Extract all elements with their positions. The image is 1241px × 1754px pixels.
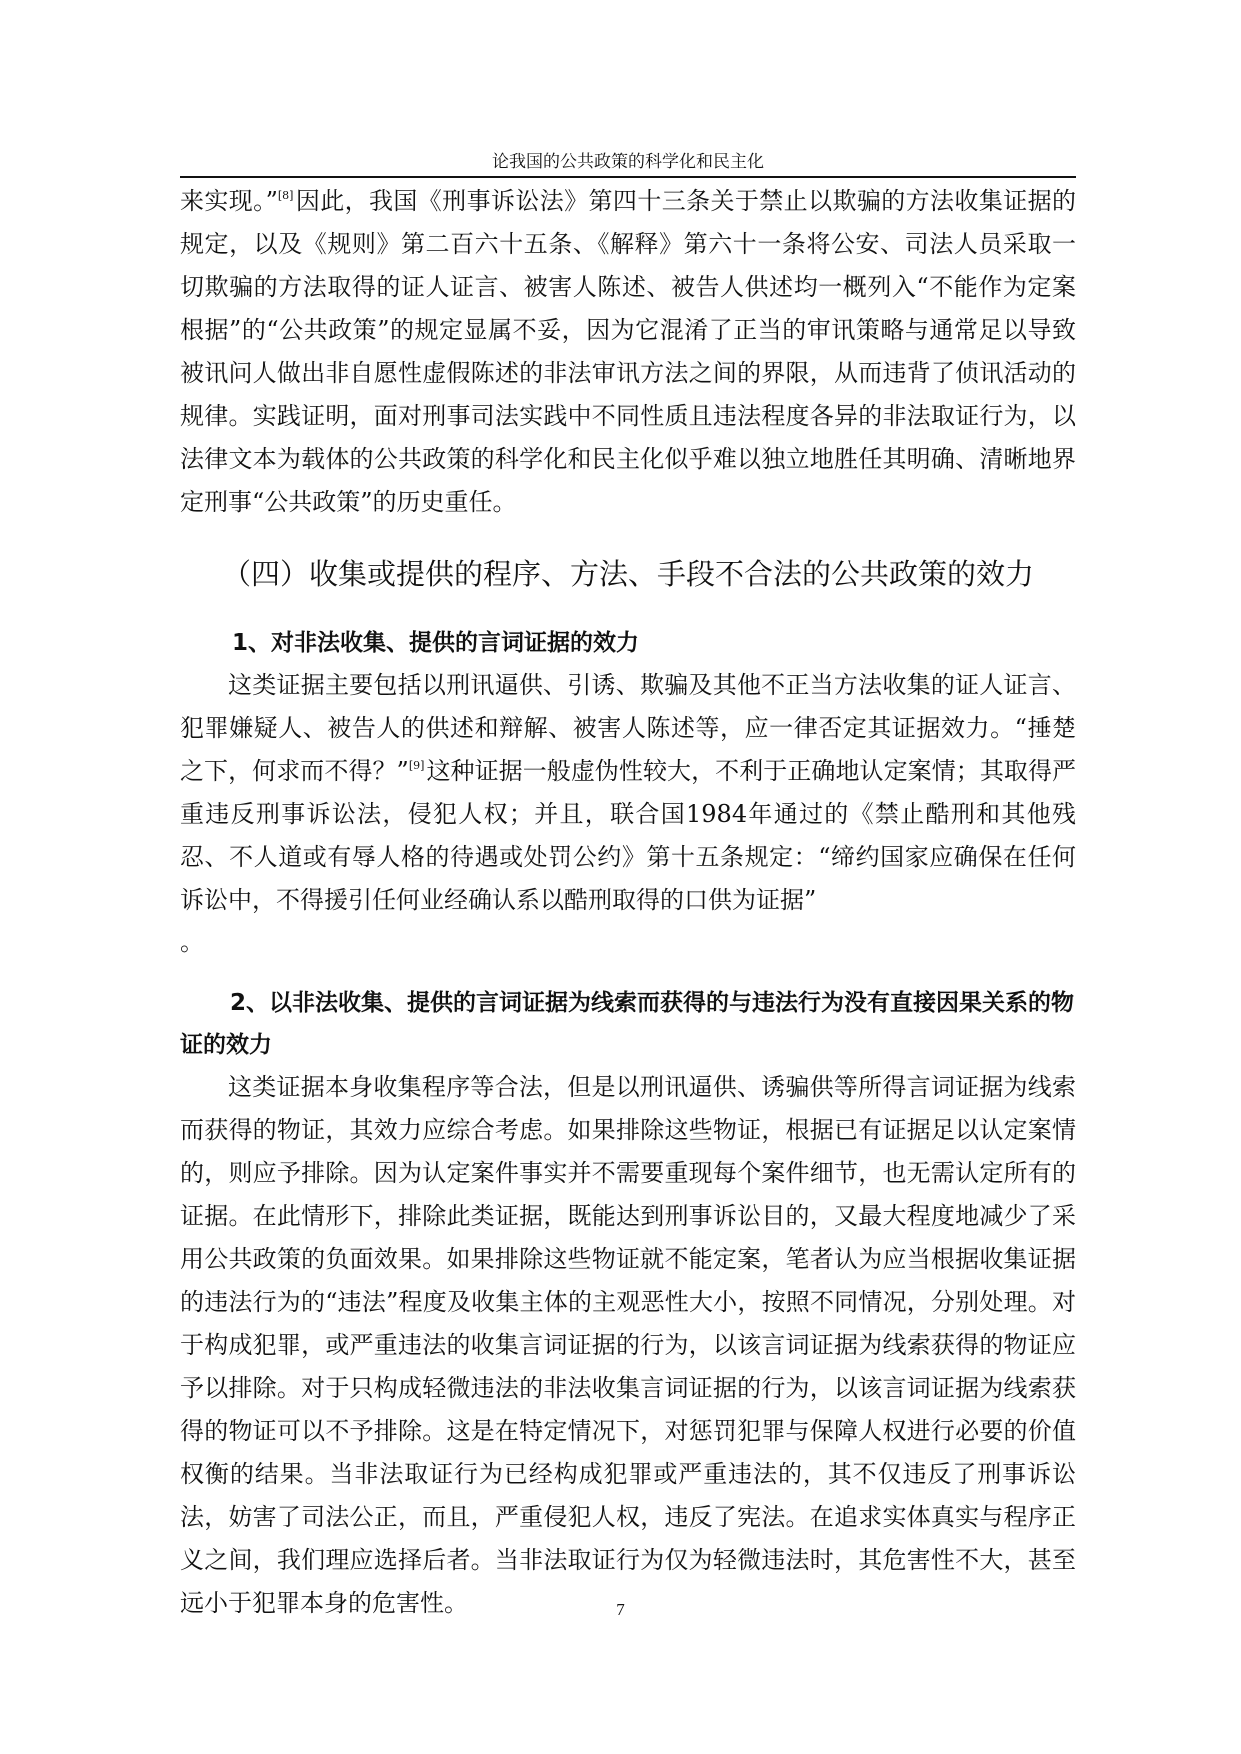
- paragraph-continued: [180, 180, 1076, 524]
- trailing-period: 。: [180, 928, 204, 956]
- page-body: [180, 180, 1076, 1625]
- page-number: 7: [616, 1600, 625, 1619]
- citation-marker: [9]: [408, 759, 425, 772]
- paragraph-subsection-1: [180, 664, 1076, 922]
- subsection-heading-1: 1、对非法收集、提供的言词证据的效力: [232, 630, 640, 656]
- paragraph-text-part: 这种证据一般虚伪性较大，不利于正确地认定案情；其取得严重违反刑事诉讼法，侵犯人权；并且，联合国1984年通过的《禁止酷刑和其他残忍、不人道或有辱人格的待遇或处罚公约》第十五条规定：“缔约国家应确保在任何诉讼中，不得援引任何业经确认系以酷刑取得的口供为证据”: [180, 757, 1076, 914]
- paragraph-text-part: 因此，我国《刑事诉讼法》第四十三条关于禁止以欺骗的方法收集证据的规定，以及《规则》第二百六十五条、《解释》第六十一条将公安、司法人员采取一切欺骗的方法取得的证人证言、被害人陈述、被告人供述均一概列入“不能作为定案根据”的“公共政策”的规定显属不妥，因为它混淆了正当的审讯策略与通常足以导致被讯问人做出非自愿性虚假陈述的非法审讯方法之间的界限，从而违背了侦讯活动的规律。实践证明，面对刑事司法实践中不同性质且违法程度各异的非法取证行为，以法律文本为载体的公共政策的科学化和民主化似乎难以独立地胜任其明确、清晰地界定刑事“公共政策”的历史重任。: [180, 187, 1076, 516]
- running-header: [180, 150, 1076, 178]
- citation-marker: [8]: [277, 189, 294, 202]
- paragraph-text-part: 这类证据主要包括以刑讯逼供、引诱、欺骗及其他不正当方法收集的证人证言、犯罪嫌疑人、被告人的供述和辩解、被害人陈述等，应一律否定其证据效力。“捶楚之下，何求而不得？”: [180, 671, 1076, 785]
- subsection-heading-2: 2、以非法收集、提供的言词证据为线索而获得的与违法行为没有直接因果关系的物证的效力: [180, 990, 1075, 1058]
- paragraph-text-part: 来实现。”: [180, 187, 278, 215]
- running-header-title: 论我国的公共政策的科学化和民主化: [492, 152, 764, 172]
- section-heading: （四）收集或提供的程序、方法、手段不合法的公共政策的效力: [221, 557, 1034, 591]
- paragraph-subsection-2: 这类证据本身收集程序等合法，但是以刑讯逼供、诱骗供等所得言词证据为线索而获得的物证，其效力应综合考虑。如果排除这些物证，根据已有证据足以认定案情的，则应予排除。因为认定案件事实并不需要重现每个案件细节，也无需认定所有的证据。在此情形下，排除此类证据，既能达到刑事诉讼目的，又最大程度地减少了采用公共政策的负面效果。如果排除这些物证就不能定案，笔者认为应当根据收集证据的违法行为的“违法”程度及收集主体的主观恶性大小，按照不同情况，分别处理。对于构成犯罪，或严重违法的收集言词证据的行为，以该言词证据为线索获得的物证应予以排除。对于只构成轻微违法的非法收集言词证据的行为，以该言词证据为线索获得的物证可以不予排除。这是在特定情况下，对惩罚犯罪与保障人权进行必要的价值权衡的结果。当非法取证行为已经构成犯罪或严重违法的，其不仅违反了刑事诉讼法，妨害了司法公正，而且，严重侵犯人权，违反了宪法。在追求实体真实与程序正义之间，我们理应选择后者。当非法取证行为仅为轻微违法时，其危害性不大，甚至远小于犯罪本身的危害性。: [180, 1073, 1076, 1617]
